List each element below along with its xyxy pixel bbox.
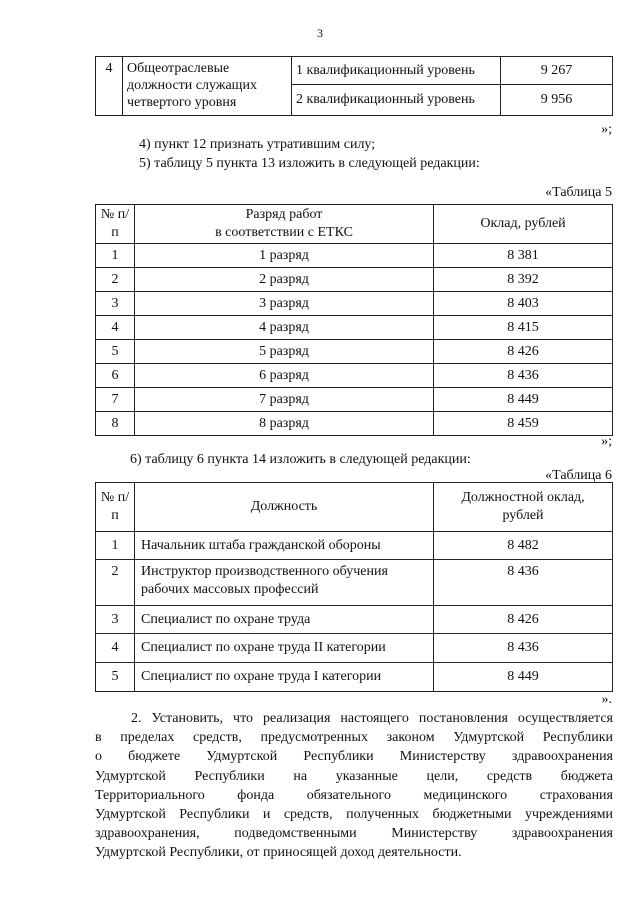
table-5 bbox=[95, 204, 613, 436]
table-closing-quote: »; bbox=[601, 122, 612, 137]
row-num: 5 bbox=[96, 663, 135, 692]
row-num: 8 bbox=[96, 412, 135, 436]
table-row bbox=[96, 340, 613, 364]
position-group: Общеотраслевые должности служащих четвертого уровня bbox=[123, 57, 292, 116]
table-row bbox=[96, 316, 613, 340]
table5-label: «Таблица 5 bbox=[545, 185, 612, 200]
table5-closing-quote: »; bbox=[601, 434, 612, 449]
paragraph-line: Удмуртской Республики, от приносящей доход деятельности. bbox=[95, 845, 462, 861]
table-row bbox=[96, 532, 613, 560]
row-position: Начальник штаба гражданской обороны bbox=[135, 532, 434, 560]
qualification-table bbox=[95, 56, 613, 116]
table6-label: «Таблица 6 bbox=[545, 468, 612, 483]
row-position: Специалист по охране труда I категории bbox=[135, 663, 434, 692]
paragraph-line: 2. Установить, что реализация настоящего постановления осуществляется bbox=[131, 711, 613, 726]
row-num: 2 bbox=[96, 560, 135, 606]
row-num: 3 bbox=[96, 606, 135, 634]
table-row bbox=[96, 57, 613, 85]
row-grade: 1 разряд bbox=[135, 244, 434, 268]
table6-closing-quote: ». bbox=[601, 692, 612, 707]
row-num: 6 bbox=[96, 364, 135, 388]
paragraph-line: в пределах средств, предусмотренных законом Удмуртской Республики bbox=[95, 730, 613, 746]
row-salary: 8 426 bbox=[434, 606, 613, 634]
paragraph-2 bbox=[95, 709, 613, 863]
table-row bbox=[96, 244, 613, 268]
row-grade: 8 разряд bbox=[135, 412, 434, 436]
row-salary: 8 403 bbox=[434, 292, 613, 316]
row-number: 4 bbox=[96, 57, 123, 116]
qualification-level: 2 квалификационный уровень bbox=[292, 85, 501, 116]
row-salary: 8 482 bbox=[434, 532, 613, 560]
row-num: 4 bbox=[96, 316, 135, 340]
row-salary: 8 415 bbox=[434, 316, 613, 340]
row-salary: 8 449 bbox=[434, 388, 613, 412]
header-num: № п/п bbox=[96, 205, 135, 244]
table-row bbox=[96, 412, 613, 436]
table-row bbox=[96, 268, 613, 292]
row-salary: 8 381 bbox=[434, 244, 613, 268]
row-salary: 8 392 bbox=[434, 268, 613, 292]
row-num: 1 bbox=[96, 244, 135, 268]
row-position: Инструктор производственного обучения рабочих массовых профессий bbox=[135, 560, 434, 606]
header-grade bbox=[135, 205, 434, 244]
row-salary: 8 426 bbox=[434, 340, 613, 364]
salary-value: 9 956 bbox=[501, 85, 613, 116]
header-salary-line2: рублей bbox=[502, 508, 544, 523]
table-header-row bbox=[96, 205, 613, 244]
table-row bbox=[96, 634, 613, 663]
paragraph-line: Удмуртской Республики на указанные цели, средств бюджета bbox=[95, 768, 613, 784]
row-salary: 8 436 bbox=[434, 634, 613, 663]
table-row bbox=[96, 292, 613, 316]
salary-value: 9 267 bbox=[501, 57, 613, 85]
row-salary: 8 436 bbox=[434, 560, 613, 606]
table-6 bbox=[95, 482, 613, 692]
table-header-row bbox=[96, 483, 613, 532]
table-row bbox=[96, 606, 613, 634]
item-6: 6) таблицу 6 пункта 14 изложить в следующей редакции: bbox=[130, 452, 471, 467]
header-num: № п/п bbox=[96, 483, 135, 532]
header-grade-line1: Разряд работ bbox=[245, 207, 323, 222]
header-grade-line2: в соответствии с ЕТКС bbox=[215, 225, 353, 240]
row-position: Специалист по охране труда bbox=[135, 606, 434, 634]
item-4: 4) пункт 12 признать утратившим силу; bbox=[139, 137, 376, 152]
row-num: 1 bbox=[96, 532, 135, 560]
row-num: 4 bbox=[96, 634, 135, 663]
row-grade: 7 разряд bbox=[135, 388, 434, 412]
qualification-level: 1 квалификационный уровень bbox=[292, 57, 501, 85]
row-num: 3 bbox=[96, 292, 135, 316]
header-salary: Оклад, рублей bbox=[434, 205, 613, 244]
row-num: 7 bbox=[96, 388, 135, 412]
header-position: Должность bbox=[135, 483, 434, 532]
row-grade: 3 разряд bbox=[135, 292, 434, 316]
row-salary: 8 449 bbox=[434, 663, 613, 692]
row-grade: 6 разряд bbox=[135, 364, 434, 388]
row-num: 5 bbox=[96, 340, 135, 364]
row-grade: 5 разряд bbox=[135, 340, 434, 364]
table-row bbox=[96, 388, 613, 412]
row-salary: 8 436 bbox=[434, 364, 613, 388]
table-row bbox=[96, 560, 613, 606]
row-salary: 8 459 bbox=[434, 412, 613, 436]
header-salary-line1: Должностной оклад, bbox=[461, 490, 585, 505]
row-num: 2 bbox=[96, 268, 135, 292]
header-salary bbox=[434, 483, 613, 532]
table-row bbox=[96, 364, 613, 388]
paragraph-line: о бюджете Удмуртской Республики Министерству здравоохранения bbox=[95, 749, 613, 765]
row-position: Специалист по охране труда II категории bbox=[135, 634, 434, 663]
row-grade: 4 разряд bbox=[135, 316, 434, 340]
table-row bbox=[96, 663, 613, 692]
paragraph-line: Удмуртской Республики и средств, полученных бюджетными учреждениями bbox=[95, 807, 613, 823]
row-grade: 2 разряд bbox=[135, 268, 434, 292]
page-number: 3 bbox=[317, 26, 323, 40]
paragraph-line: здравоохранения, подведомственными Министерству здравоохранения bbox=[95, 826, 613, 842]
item-5: 5) таблицу 5 пункта 13 изложить в следующей редакции: bbox=[139, 156, 480, 171]
paragraph-line: Территориального фонда обязательного медицинского страхования bbox=[95, 787, 613, 803]
